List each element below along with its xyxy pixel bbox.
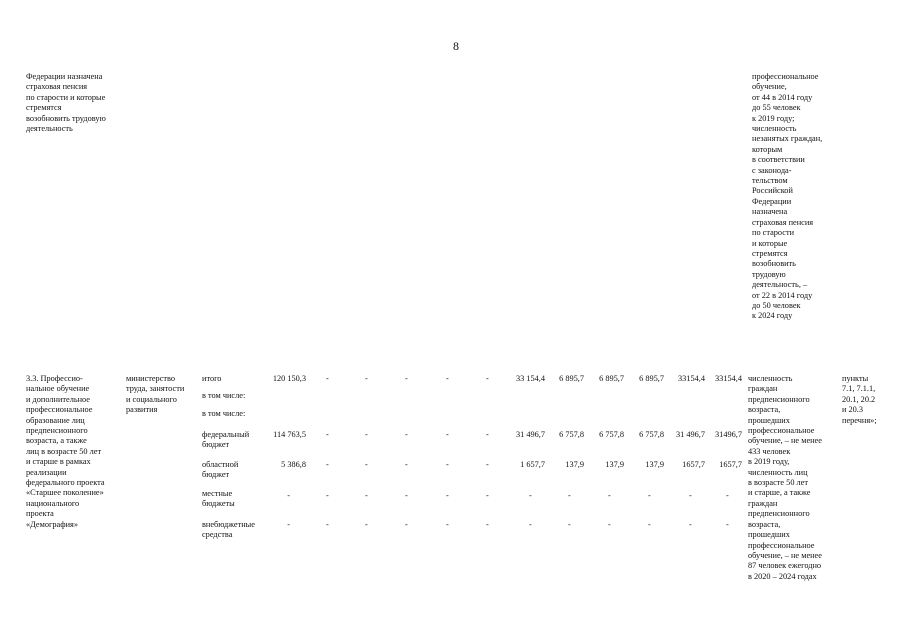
year-cell: 31 496,7 bbox=[515, 430, 545, 439]
year-cell: - bbox=[446, 374, 449, 383]
year-cell: - bbox=[726, 491, 729, 500]
source-including: в том числе: bbox=[202, 391, 246, 400]
year-cell: - bbox=[529, 491, 532, 500]
year-cell: - bbox=[446, 491, 449, 500]
year-cell: - bbox=[326, 430, 329, 439]
year-cell: 6 895,7 bbox=[559, 374, 584, 383]
year-cell: - bbox=[326, 460, 329, 469]
year-cell: - bbox=[365, 460, 368, 469]
year-cell: - bbox=[529, 520, 532, 529]
year-cell: - bbox=[648, 520, 651, 529]
total-regional: 5 386,8 bbox=[281, 460, 306, 469]
target-indicator-cell: численность граждан предпенсионного возраста, прошедших профессиональное обучение, – не менее 433 человек в 2019 году, численность лиц в возрасте 50 лет и старше, а также граждан предпенсионного возраста, прошедших профессиональное обучение, – не менее 87 человек ежегодно в 2020 – 2024 годах bbox=[748, 374, 822, 581]
year-cell: 33154,4 bbox=[678, 374, 705, 383]
year-cell: 6 757,8 bbox=[559, 430, 584, 439]
year-cell: 33154,4 bbox=[715, 374, 742, 383]
year-cell: - bbox=[326, 374, 329, 383]
page-number: 8 bbox=[453, 39, 459, 53]
year-cell: 31496,7 bbox=[715, 430, 742, 439]
year-cell: - bbox=[326, 520, 329, 529]
year-cell: 31 496,7 bbox=[675, 430, 705, 439]
year-cell: 137,9 bbox=[645, 460, 664, 469]
year-cell: - bbox=[486, 374, 489, 383]
year-cell: - bbox=[486, 460, 489, 469]
source-including: в том числе: bbox=[202, 409, 246, 418]
year-cell: - bbox=[568, 520, 571, 529]
source-federal: федеральный бюджет bbox=[202, 430, 250, 450]
year-cell: - bbox=[486, 430, 489, 439]
year-cell: - bbox=[608, 491, 611, 500]
year-cell: 6 757,8 bbox=[599, 430, 624, 439]
year-cell: - bbox=[365, 520, 368, 529]
source-local: местные бюджеты bbox=[202, 489, 235, 509]
year-cell: - bbox=[365, 374, 368, 383]
year-cell: - bbox=[446, 520, 449, 529]
year-cell: - bbox=[405, 520, 408, 529]
year-cell: - bbox=[486, 491, 489, 500]
year-cell: - bbox=[568, 491, 571, 500]
measure-cell-continued: Федерации назначена страховая пенсия по старости и которые стремятся возобновить трудовую деятельность bbox=[26, 72, 106, 134]
source-regional: областной бюджет bbox=[202, 460, 239, 480]
year-cell: 137,9 bbox=[605, 460, 624, 469]
linked-items-cell: пункты 7.1, 7.1.1, 20.1, 20.2 и 20.3 перечня»; bbox=[842, 374, 877, 425]
year-cell: - bbox=[365, 491, 368, 500]
year-cell: 6 757,8 bbox=[639, 430, 664, 439]
year-cell: - bbox=[365, 430, 368, 439]
year-cell: - bbox=[405, 430, 408, 439]
year-cell: 6 895,7 bbox=[639, 374, 664, 383]
year-cell: 6 895,7 bbox=[599, 374, 624, 383]
total-local: - bbox=[287, 491, 290, 500]
total-extra: - bbox=[287, 520, 290, 529]
year-cell: - bbox=[446, 430, 449, 439]
indicator-cell-continued: профессиональное обучение, от 44 в 2014 году до 55 человек к 2019 году; численность незанятых граждан, которым в соответствии с законода- тельством Российской Федерации назначена страховая пенсия по старости и которые стремятся возобновить трудовую деятельность, – от 22 в 2014 году до 50 человек к 2024 году bbox=[752, 72, 823, 321]
year-cell: - bbox=[405, 374, 408, 383]
year-cell: - bbox=[405, 460, 408, 469]
year-cell: 1 657,7 bbox=[520, 460, 545, 469]
total-itogo: 120 150,3 bbox=[272, 374, 306, 383]
year-cell: - bbox=[446, 460, 449, 469]
year-cell: - bbox=[726, 520, 729, 529]
source-itogo: итого bbox=[202, 374, 222, 383]
source-extrabudget: внебюджетные средства bbox=[202, 520, 255, 540]
year-cell: - bbox=[689, 491, 692, 500]
year-cell: - bbox=[608, 520, 611, 529]
year-cell: - bbox=[689, 520, 692, 529]
year-cell: 1657,7 bbox=[719, 460, 742, 469]
year-cell: 33 154,4 bbox=[515, 374, 545, 383]
total-federal: 114 763,5 bbox=[273, 430, 306, 439]
year-cell: 137,9 bbox=[565, 460, 584, 469]
year-cell: - bbox=[486, 520, 489, 529]
year-cell: - bbox=[405, 491, 408, 500]
year-cell: - bbox=[648, 491, 651, 500]
year-cell: 1657,7 bbox=[682, 460, 705, 469]
executor-cell: министерство труда, занятости и социального развития bbox=[126, 374, 185, 415]
measure-cell: 3.3. Профессио- нальное обучение и дополнительное профессиональное образование лиц предпенсионного возраста, а также лиц в возрасте 50 лет и старше в рамках реализации федерального проекта «Старшее поколение» национального проекта «Демография» bbox=[26, 374, 105, 529]
year-cell: - bbox=[326, 491, 329, 500]
